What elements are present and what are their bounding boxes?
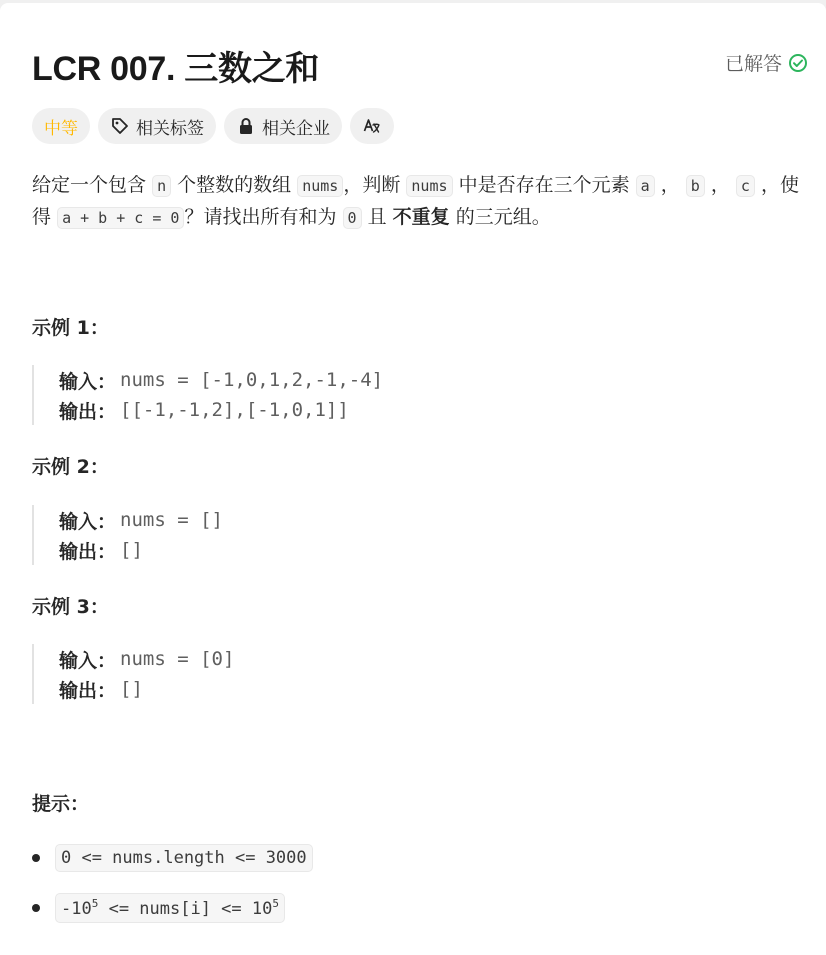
input-label: 输入： [59,510,117,533]
input-label: 输入： [59,370,117,393]
example-output [59,535,819,565]
bullet-icon [32,854,40,862]
related-tags-button[interactable] [98,108,216,144]
inline-code: 0 [343,207,362,229]
inline-code: b [686,175,705,197]
desc-bold-text: 不重复 [392,206,450,228]
check-circle-icon [788,53,808,73]
output-value: [[-1,-1,2],[-1,0,1]] [120,399,349,421]
desc-text: ？请找出所有和为 [184,206,337,228]
desc-text: ，使得 [32,174,799,228]
output-label: 输出： [59,400,117,423]
hint-text: <= nums[i] <= 10 [98,899,273,919]
hint-item [32,841,313,875]
hint-exponent: 5 [272,897,279,910]
inline-code: nums [297,175,343,197]
problem-description [32,170,812,234]
hint-item [32,891,313,925]
inline-code: n [152,175,171,197]
input-value: nums = [] [120,509,223,531]
difficulty-badge[interactable] [32,108,90,144]
output-value: [] [120,539,143,561]
problem-panel [0,3,826,955]
problem-header [32,41,808,88]
solved-status [725,49,808,76]
desc-text: 的三元组。 [455,206,551,228]
related-companies-label: 相关企业 [262,118,330,139]
problem-title: LCR 007. 三数之和 [32,50,320,88]
example-input [59,644,819,674]
example-2-title: 示例 2： [32,456,109,478]
related-tags-label: 相关标签 [136,118,204,139]
hint-code [55,893,285,923]
example-1-block [32,365,819,425]
inline-code: a + b + c = 0 [57,207,184,229]
example-output [59,674,819,704]
example-2-block [32,505,819,565]
example-1-title: 示例 1： [32,317,109,339]
desc-text: 给定一个包含 [32,174,147,196]
desc-text: 个整数的数组 [177,174,292,196]
desc-text: 中是否存在三个元素 [458,174,630,196]
example-input [59,505,819,535]
lock-icon [236,116,256,136]
hint-exponent: 5 [91,897,99,910]
hints-title: 提示： [32,793,90,815]
inline-code: nums [406,175,452,197]
hint-text: -10 [61,899,92,919]
desc-text: 且 [367,206,387,228]
translate-button[interactable] [350,108,394,144]
bullet-icon [32,904,40,912]
output-label: 输出： [59,679,117,702]
tag-icon [110,116,130,136]
example-output [59,395,819,425]
desc-text: ，判断 [343,174,401,196]
output-value: [] [120,678,143,700]
input-value: nums = [-1,0,1,2,-1,-4] [120,369,384,391]
example-input [59,365,819,395]
output-label: 输出： [59,540,117,563]
input-label: 输入： [59,649,117,672]
related-companies-button[interactable] [224,108,342,144]
input-value: nums = [0] [120,648,235,670]
desc-text: ， [710,174,730,196]
example-3-block [32,644,819,704]
inline-code: c [736,175,755,197]
difficulty-label: 中等 [44,118,78,139]
hint-code: 0 <= nums.length <= 3000 [55,844,313,872]
translate-icon [362,116,382,136]
inline-code: a [636,175,655,197]
tag-row [32,108,394,144]
hints-list [32,841,313,941]
solved-label: 已解答 [724,53,782,75]
example-3-title: 示例 3： [32,596,109,618]
desc-text: ， [660,174,680,196]
